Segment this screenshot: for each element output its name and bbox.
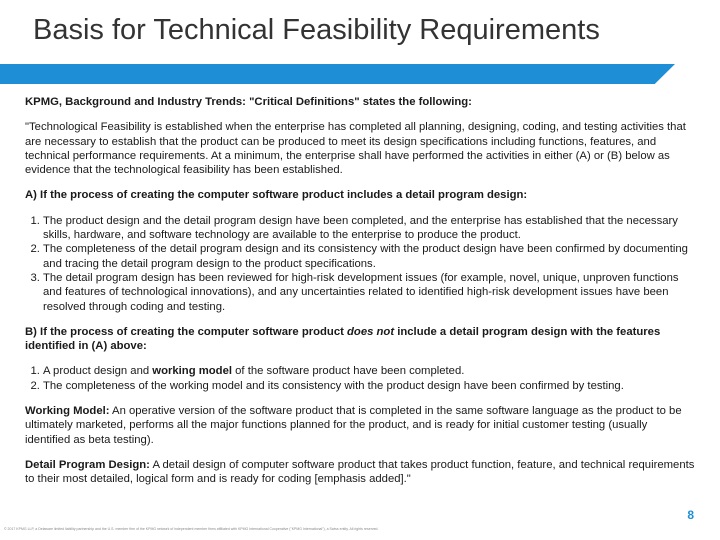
detail-design-definition [25,458,695,487]
list-item: 3. The detail program design has been reviewed for high-risk development issues (for example, novel, unique, unproven functions and features of technological innovations), and any uncertainties related to identified high-risk development issues have been resolved through coding and testing. [43,271,695,314]
intro-text: KPMG, Background and Industry Trends: "Critical Definitions" states the following: [25,96,472,108]
footer-legal-text: © 2017 KPMG LLP, a Delaware limited liability partnership and the U.S. member firm of the KPMG network of independent member firms affiliated with KPMG International Cooperative ("KPMG International"), a Swiss entity. All rights reserved. [4,527,379,531]
working-model-definition [25,404,695,447]
definition-text: "Technological Feasibility is established when the enterprise has completed all planning, designing, coding, and testing activities that are necessary to establish that the product can be produced to meet its design specifications including functions, features, and technical performance requirements. At a minimum, the enterprise shall have performed the activities in either (A) or (B) below as evidence that the technological feasibility has been established. [25,121,686,177]
section-b-heading-emphasis: does not [347,325,395,338]
working-model-term: Working Model: [25,405,110,418]
list-item-bold: working model [152,365,233,378]
list-item [43,364,695,378]
section-a-heading: A) If the process of creating the computer software product includes a detail program design: [25,189,528,202]
slide-body [25,95,695,498]
title-accent-bar [0,64,675,84]
section-b-heading-post: include a detail program design with the features identified in (A) above: [25,325,661,353]
list-item: 1. The product design and the detail program design have been completed, and the enterprise has established that the necessary skills, hardware, and software technology are available to the enterprise to produce the product. [43,214,695,243]
working-model-text: An operative version of the software product that is completed in the same software language as the product to be ultimately marketed, performs all the major functions planned for the product, and is ready for initial customer testing (usually identified as beta testing). [25,405,682,446]
detail-design-text: A detail design of computer software product that takes product function, feature, and technical requirements to their most detailed, logical form and is ready for coding [emphasis added]." [25,458,695,486]
list-item-pre: A product design and [43,365,153,378]
page-number: 8 [687,508,694,522]
detail-design-term: Detail Program Design: [25,458,150,471]
list-item-post: of the software product have been completed. [232,365,465,378]
list-item: 2. The completeness of the working model and its consistency with the product design have been confirmed by testing. [43,379,695,393]
section-b-heading-pre: B) If the process of creating the computer software product [25,325,348,338]
list-item: 2. The completeness of the detail program design and its consistency with the product design have been confirmed by documenting and tracing the detail program design to the product specifications. [43,242,695,271]
page-title: Basis for Technical Feasibility Requirements [33,14,600,46]
section-b-list [25,364,695,393]
section-a-list [25,214,695,314]
section-b-heading [25,325,695,354]
